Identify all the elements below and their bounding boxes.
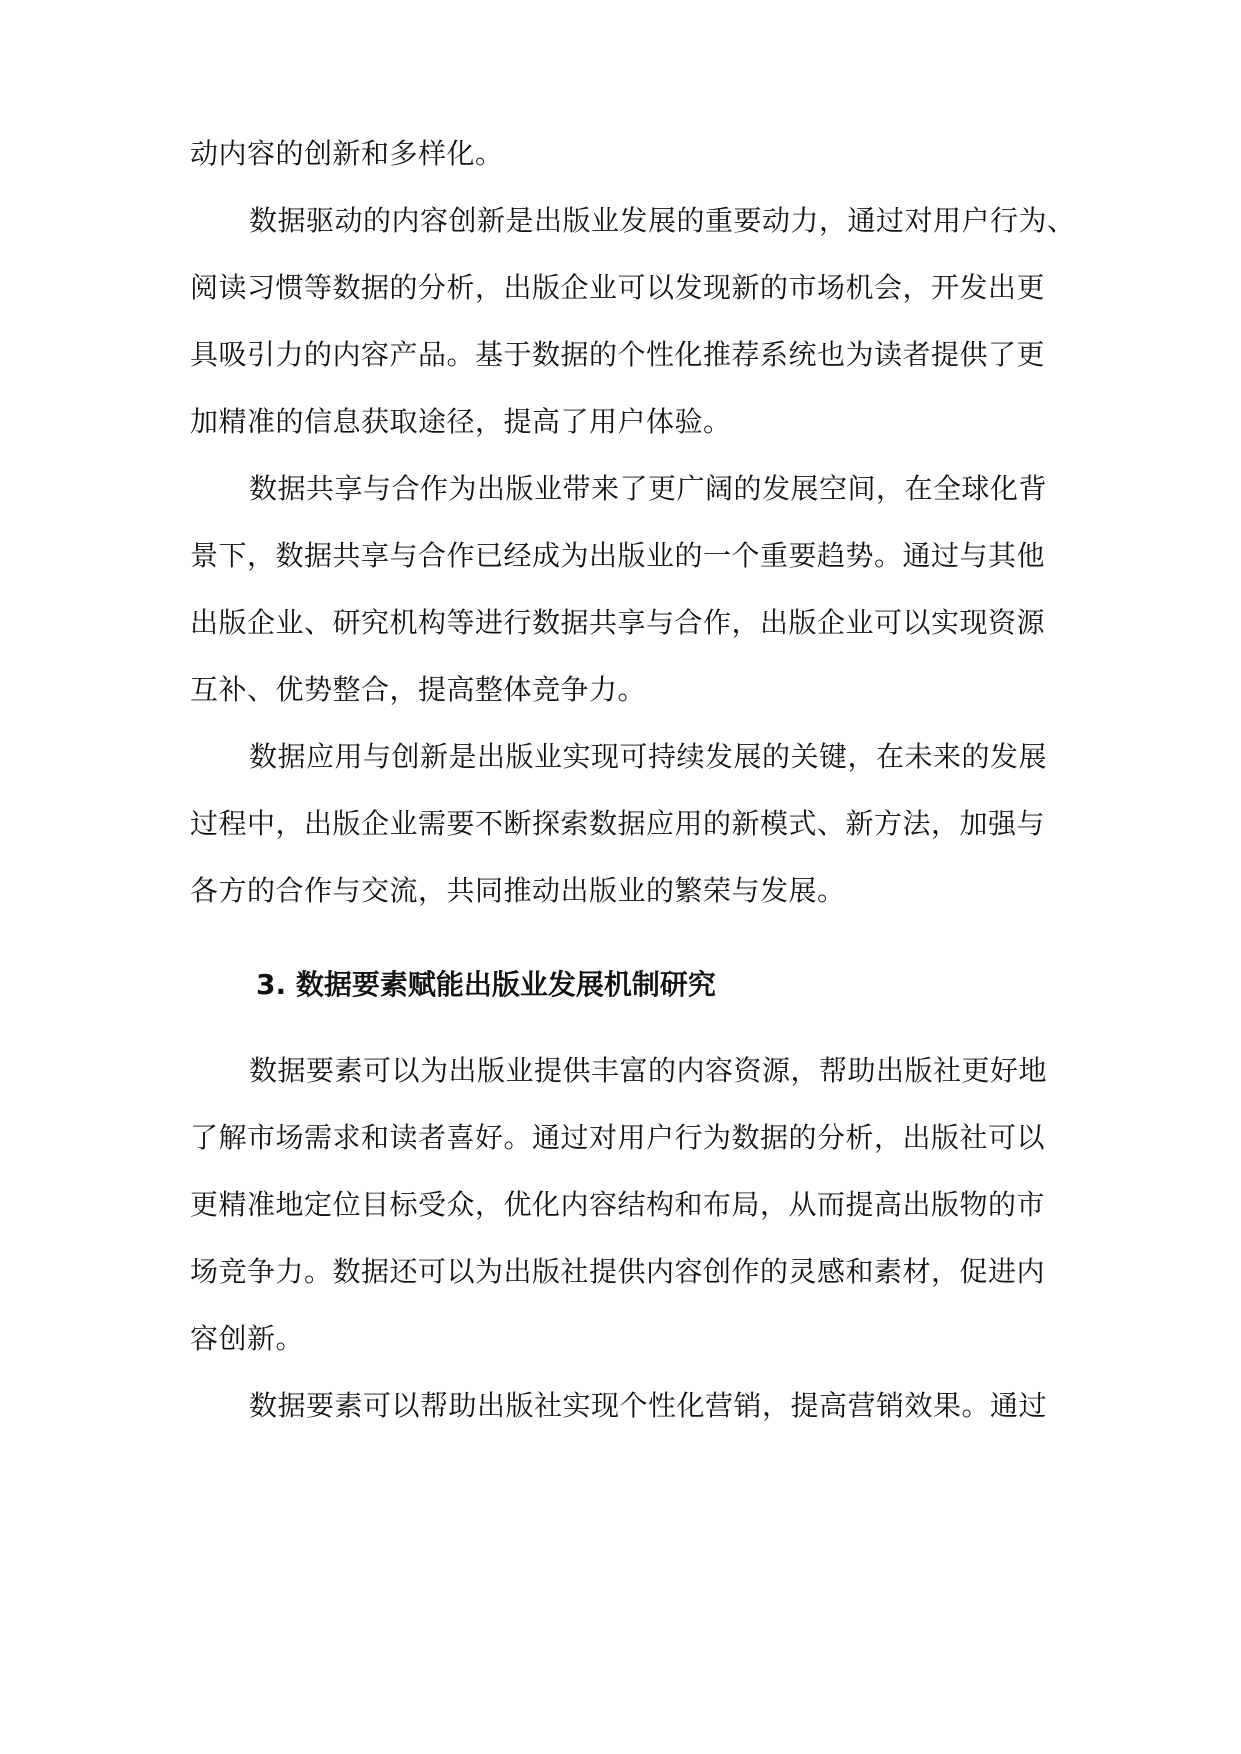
paragraph-1-line-3: 具吸引力的内容产品。基于数据的个性化推荐系统也为读者提供了更 (190, 338, 1046, 371)
paragraph-4-line-4: 场竞争力。数据还可以为出版社提供内容创作的灵感和素材，促进内 (190, 1255, 1046, 1288)
paragraph-2-line-2: 景下，数据共享与合作已经成为出版业的一个重要趋势。通过与其他 (190, 539, 1046, 572)
paragraph-5-line-1: 数据要素可以帮助出版社实现个性化营销，提高营销效果。通过 (249, 1389, 1048, 1422)
paragraph-3-line-3: 各方的合作与交流，共同推动出版业的繁荣与发展。 (190, 874, 846, 907)
paragraph-3-line-2: 过程中，出版企业需要不断探索数据应用的新模式、新方法，加强与 (190, 807, 1046, 840)
paragraph-2-line-4: 互补、优势整合，提高整体竞争力。 (190, 673, 647, 706)
paragraph-4-line-3: 更精准地定位目标受众，优化内容结构和布局，从而提高出版物的市 (190, 1188, 1046, 1221)
paragraph-2-line-3: 出版企业、研究机构等进行数据共享与合作，出版企业可以实现资源 (190, 606, 1046, 639)
paragraph-3-line-1: 数据应用与创新是出版业实现可持续发展的关键，在未来的发展 (249, 740, 1048, 773)
paragraph-2-line-1: 数据共享与合作为出版业带来了更广阔的发展空间，在全球化背 (249, 472, 1048, 505)
paragraph-0-line-1: 动内容的创新和多样化。 (190, 137, 504, 170)
section-heading: 3. 数据要素赋能出版业发展机制研究 (256, 968, 716, 1001)
paragraph-1-line-1: 数据驱动的内容创新是出版业发展的重要动力，通过对用户行为、 (249, 204, 1076, 237)
paragraph-4-line-5: 容创新。 (190, 1322, 305, 1355)
paragraph-4-line-2: 了解市场需求和读者喜好。通过对用户行为数据的分析，出版社可以 (190, 1121, 1046, 1154)
paragraph-4-line-1: 数据要素可以为出版业提供丰富的内容资源，帮助出版社更好地 (249, 1054, 1048, 1087)
paragraph-1-line-2: 阅读习惯等数据的分析，出版企业可以发现新的市场机会，开发出更 (190, 271, 1046, 304)
paragraph-1-line-4: 加精准的信息获取途径，提高了用户体验。 (190, 405, 732, 438)
